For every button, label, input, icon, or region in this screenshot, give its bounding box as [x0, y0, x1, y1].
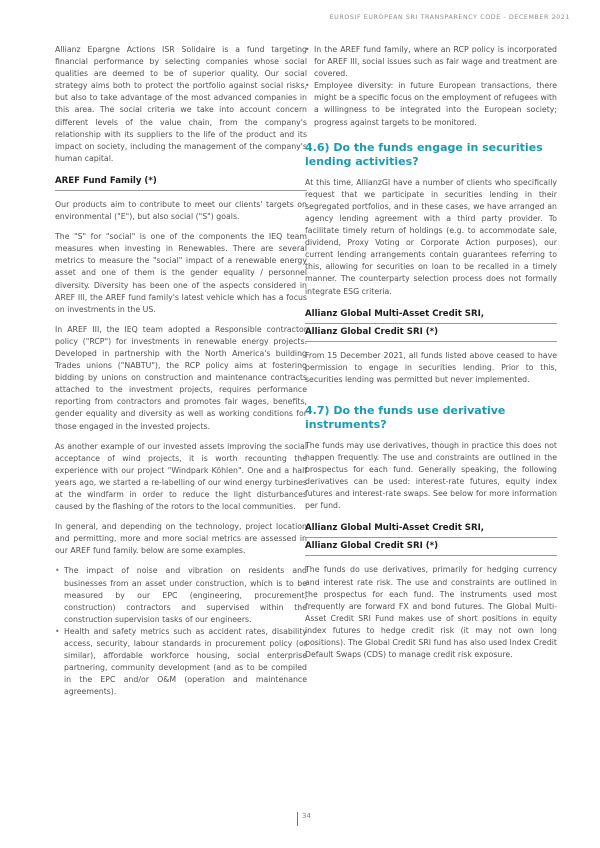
- aref-fund-family-heading: AREF Fund Family (*): [55, 173, 307, 191]
- section-4-7-body: The funds may use derivatives, though in practice this does not happen frequently. The use and constraints are outlined in the prospectus for each fund. Generally speaking, the following derivatives can be used: interest-rate futures, equity index futures and interest-rate swaps. See below for more information per fund.: [305, 440, 557, 511]
- section-4-7-title: 4.7) Do the funds use derivative instruments?: [305, 403, 506, 431]
- paragraph: As another example of our invested assets improving the social acceptance of wind projects, it is worth recounting the experience with our project "Windpark Köhlen". One and a half years ago, we started a re-labelling of our wind energy turbines at the windfarm in order to reduce the light disturbances caused by the flashing of the rotors to the local communities.: [55, 441, 307, 512]
- paragraph: Our products aim to contribute to meet our clients' targets on environmental ("E"), but also social ("S") goals.: [55, 199, 307, 222]
- examples-list-continued: [305, 44, 557, 129]
- intro-paragraph: Allianz Epargne Actions ISR Solidaire is a fund targeting financial performance by selecting companies whose social qualities are deemed to be of superior quality. Our social strategy aims both to protect the portfolio against social risks, but also to take advantage of the most advanced companies in this area. The social criteria we take into account concern different levels of the value chain, from the company's relationship with its suppliers to the life of the product and its impact on society, including the management of the company's human capital.: [55, 45, 307, 163]
- paragraph: In general, and depending on the technology, project location and permitting, more and more social metrics are assessed in our AREF fund family. below are some examples.: [55, 522, 307, 556]
- list-item: • In the AREF fund family, where an RCP policy is incorporated for AREF III, social issues such as fair wage and treatment are covered.: [305, 44, 557, 80]
- fund-heading: Allianz Global Credit SRI (*): [305, 538, 557, 556]
- paragraph: In AREF III, the IEQ team adopted a Responsible contractor policy ("RCP") for investments in renewable energy projects. Developed in partnership with the North America's building Trades unions ("NABTU"), the RCP policy aims at fostering bidding by unions on construction and maintenance contracts attached to the investment projects, requires performance reporting from contractors and promotes fair wages, benefits, gender equality and diversity as well as working conditions for those engaged in the invested projects.: [55, 324, 307, 431]
- section-4-6-fund-body: From 15 December 2021, all funds listed above ceased to have permission to engage in securities lending. Prior to this, securities lending was permitted but never implemented.: [305, 350, 557, 384]
- section-4-6-body: At this time, AllianzGI have a number of clients who specifically request that we participate in securities lending in their segregated portfolios, and in these cases, we have arranged an agency lending agreement with a third party provider. To facilitate timely return of holdings (e.g. to accommodate sale, dividend, Proxy Voting or Corporate Action purposes), our current lending arrangements contain guarantees referring to this, allowing for securities on loan to be recalled in a timely manner. The counterparty selection process does not formally integrate ESG criteria.: [305, 177, 557, 296]
- left-column: [55, 44, 307, 707]
- fund-heading: Allianz Global Credit SRI (*): [305, 324, 557, 342]
- section-4-7-fund-body: The funds do use derivatives, primarily for hedging currency and interest rate risk. The use and constraints are outlined in the prospectus for each fund. The instruments used most frequently are forward FX and bond futures. The Global Multi-Asset Credit SRI Fund makes use of short positions in equity index futures to hedge credit risk (it may not own long positions). The Global Credit SRI fund has also used Index Credit Default Swaps (CDS) to manage credit risk exposure.: [305, 565, 557, 660]
- section-4-6-title: 4.6) Do the funds engage in securities lending activities?: [305, 140, 543, 168]
- right-column: [305, 44, 557, 669]
- paragraph: The "S" for "social" is one of the components the IEQ team measures when investing in Renewables. There are several metrics to measure the "social" impact of a renewable energy asset and one of them is the gender equality / personnel diversity. Diversity has been one of the aspects considered in AREF III, the AREF fund family's latest vehicle which has a focus on investments in the US.: [55, 232, 307, 314]
- list-item: • The impact of noise and vibration on residents and businesses from an asset under construction, which is to be measured by our EPC (engineering, procurement, construction) contractors and supervised within the construction supervision tasks of our engineers.: [55, 565, 307, 625]
- list-item: • Employee diversity: in future European transactions, there might be a specific focus on the employment of refugees with a willingness to be integrated into the European society; progress against targets to be monitored.: [305, 80, 557, 128]
- fund-heading: Allianz Global Multi-Asset Credit SRI,: [305, 306, 557, 324]
- page-number: 34: [297, 812, 311, 826]
- list-item: • Health and safety metrics such as accident rates, disability access, security, labour standards in procurement policy (or similar), affordable workforce housing, social enterprise partnering, community development (and as to be compiled in the EPC and/or O&M (operation and maintenance agreements).: [55, 626, 307, 699]
- fund-heading: Allianz Global Multi-Asset Credit SRI,: [305, 520, 557, 538]
- examples-list: [55, 565, 307, 698]
- running-header: EUROSIF EUROPEAN SRI TRANSPARENCY CODE - DECEMBER 2021: [329, 14, 570, 21]
